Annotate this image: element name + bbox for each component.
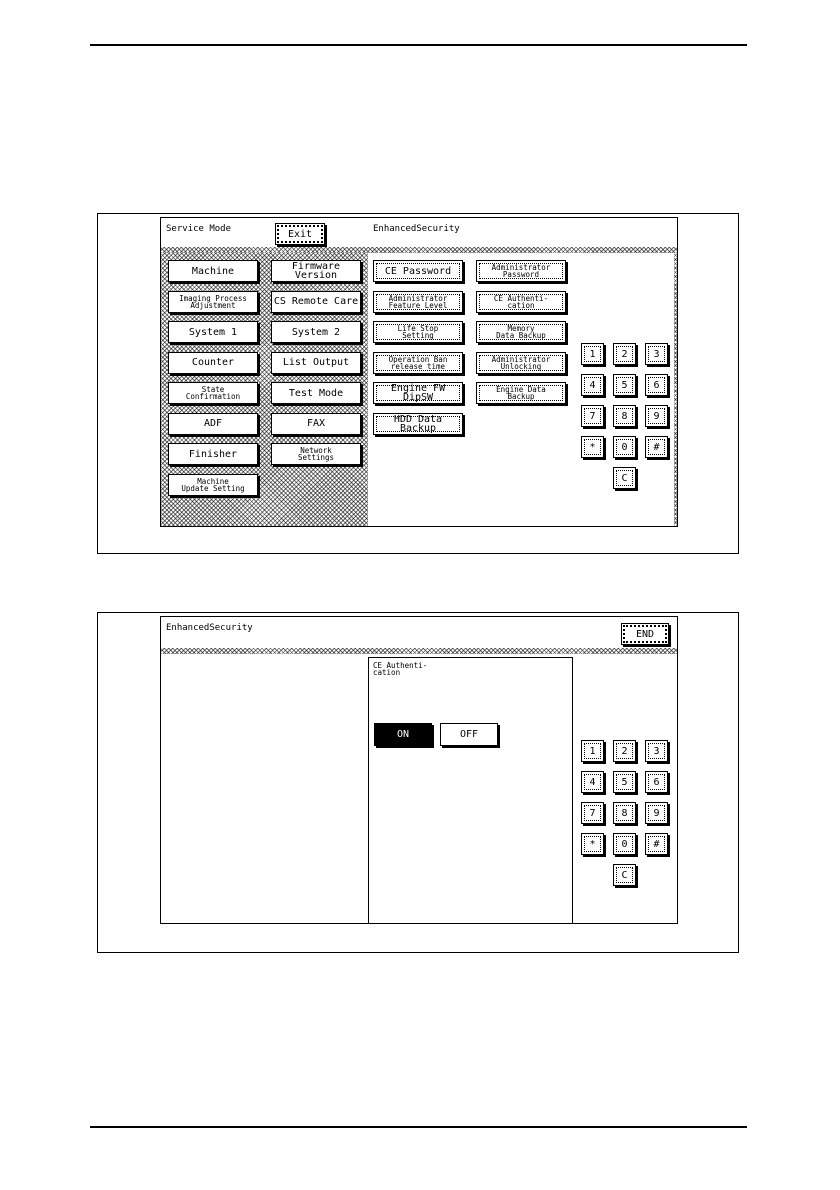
keypad-key-8[interactable]: 8: [613, 405, 636, 427]
security-menu-button-5[interactable]: Memory Data Backup: [476, 321, 566, 343]
keypad-key-hash[interactable]: #: [645, 833, 668, 855]
keypad-key-1[interactable]: 1: [581, 343, 604, 365]
keypad-key-9[interactable]: 9: [645, 405, 668, 427]
off-button[interactable]: OFF: [440, 723, 498, 746]
keypad-key-9[interactable]: 9: [645, 802, 668, 824]
on-button[interactable]: ON: [374, 723, 432, 746]
keypad-key-5[interactable]: 5: [613, 374, 636, 396]
security-menu-button-4[interactable]: Life Stop Setting: [373, 321, 463, 343]
top-rule: [90, 44, 747, 46]
keypad-key-2[interactable]: 2: [613, 740, 636, 762]
keypad-key-0[interactable]: 0: [613, 833, 636, 855]
security-menu-button-2[interactable]: Administrator Feature Level: [373, 291, 463, 313]
header-divider-hatch: [161, 648, 677, 654]
keypad-key-7[interactable]: 7: [581, 802, 604, 824]
keypad-key-6[interactable]: 6: [645, 374, 668, 396]
keypad-key-3[interactable]: 3: [645, 343, 668, 365]
security-menu-button-9[interactable]: Engine Data Backup: [476, 382, 566, 404]
security-menu-button-3[interactable]: CE Authenti- cation: [476, 291, 566, 313]
right-edge-hatch: [674, 253, 677, 526]
security-menu-button-0[interactable]: CE Password: [373, 260, 463, 282]
keypad-key-c[interactable]: C: [613, 864, 636, 886]
service-menu-button-3[interactable]: CS Remote Care: [271, 291, 361, 313]
security-menu-button-10[interactable]: HDD Data Backup: [373, 413, 463, 435]
keypad-key-4[interactable]: 4: [581, 771, 604, 793]
service-menu-button-13[interactable]: Network Settings: [271, 443, 361, 465]
security-menu-button-1[interactable]: Administrator Password: [476, 260, 566, 282]
ce-authentication-panel: [368, 657, 573, 924]
panel-title: CE Authenti- cation: [373, 661, 428, 677]
service-menu-button-14[interactable]: Machine Update Setting: [168, 474, 258, 496]
keypad-key-2[interactable]: 2: [613, 343, 636, 365]
service-menu-button-6[interactable]: Counter: [168, 352, 258, 374]
exit-button[interactable]: Exit: [275, 223, 325, 245]
service-mode-title: Service Mode: [166, 224, 232, 234]
service-menu-button-11[interactable]: FAX: [271, 413, 361, 435]
keypad-key-hash[interactable]: #: [645, 436, 668, 458]
security-menu-button-6[interactable]: Operation Ban release time: [373, 352, 463, 374]
keypad-key-8[interactable]: 8: [613, 802, 636, 824]
service-menu-button-0[interactable]: Machine: [168, 260, 258, 282]
security-menu-button-7[interactable]: Administrator Unlocking: [476, 352, 566, 374]
keypad-key-5[interactable]: 5: [613, 771, 636, 793]
service-menu-button-5[interactable]: System 2: [271, 321, 361, 343]
security-menu-button-8[interactable]: Engine FW DipSW: [373, 382, 463, 404]
service-menu-button-1[interactable]: Firmware Version: [271, 260, 361, 282]
service-menu-button-4[interactable]: System 1: [168, 321, 258, 343]
service-menu-button-7[interactable]: List Output: [271, 352, 361, 374]
enhanced-security-header: EnhancedSecurity: [166, 623, 253, 633]
service-menu-button-8[interactable]: State Confirmation: [168, 382, 258, 404]
keypad-key-star[interactable]: *: [581, 436, 604, 458]
keypad-key-4[interactable]: 4: [581, 374, 604, 396]
keypad-key-c[interactable]: C: [613, 467, 636, 489]
ce-authentication-screen: [160, 616, 678, 924]
enhanced-security-title: EnhancedSecurity: [373, 224, 460, 234]
keypad-key-star[interactable]: *: [581, 833, 604, 855]
service-menu-button-12[interactable]: Finisher: [168, 443, 258, 465]
keypad-key-7[interactable]: 7: [581, 405, 604, 427]
service-mode-screen: [160, 217, 678, 527]
service-menu-button-2[interactable]: Imaging Process Adjustment: [168, 291, 258, 313]
service-menu-button-10[interactable]: ADF: [168, 413, 258, 435]
keypad-key-3[interactable]: 3: [645, 740, 668, 762]
service-menu-button-9[interactable]: Test Mode: [271, 382, 361, 404]
keypad-key-0[interactable]: 0: [613, 436, 636, 458]
bottom-rule: [90, 1126, 747, 1128]
keypad-key-6[interactable]: 6: [645, 771, 668, 793]
end-button[interactable]: END: [621, 623, 669, 645]
keypad-key-1[interactable]: 1: [581, 740, 604, 762]
